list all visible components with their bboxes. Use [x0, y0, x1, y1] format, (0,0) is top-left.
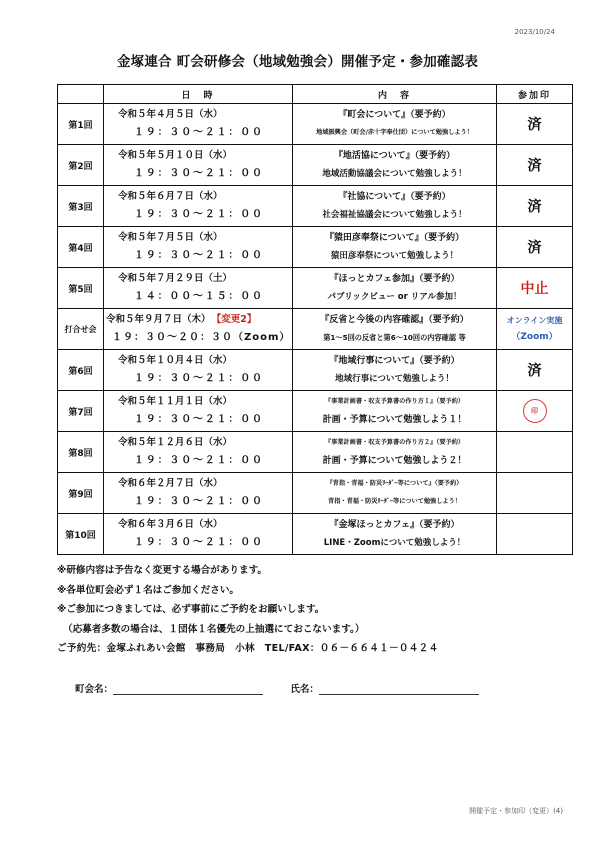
time-text: １９：３０～２０：３０（Zoom） — [112, 332, 291, 343]
description-text: 計画・予算について勉強しよう２！ — [322, 456, 467, 466]
note-line: ※各単位町会必ず１名はご参加ください。 — [57, 584, 240, 596]
topic-text: 『青指・青福・防災ﾘｰﾀﾞｰ等について』（要予約） — [326, 480, 463, 487]
person-name-line[interactable] — [319, 682, 479, 695]
date-text: 令和５年４月５日（水） — [118, 109, 223, 120]
note-line: ※ご参加につきましては、必ず事前にご予約をお願いします。 — [57, 604, 325, 615]
table-row — [58, 104, 573, 145]
content-cell — [293, 227, 497, 268]
attendance-stamp — [497, 473, 573, 514]
topic-text: 『反省と今後の内容確認』（要予約） — [320, 315, 469, 325]
date-cell — [104, 432, 293, 473]
table-row — [58, 145, 573, 186]
round-label: 第7回 — [58, 391, 104, 432]
description-text: 社会福祉協議会について勉強しよう！ — [322, 210, 467, 220]
attendance-stamp-seal — [497, 391, 573, 432]
table-row — [58, 186, 573, 227]
date-text: 令和５年５月１０日（水） — [118, 150, 233, 161]
column-header-datetime: 日 時 — [104, 85, 293, 104]
date-text: 令和６年２月７日（水） — [118, 478, 223, 489]
round-label: 第9回 — [58, 473, 104, 514]
person-name-field[interactable] — [290, 681, 479, 695]
table-row — [58, 514, 573, 555]
footer-label: 開催予定・参加印（変更）(4) — [469, 807, 563, 815]
notes-section — [57, 561, 572, 659]
attendance-stamp-cancelled — [497, 268, 573, 309]
person-name-label: 氏名： — [290, 684, 319, 695]
date-cell — [104, 186, 293, 227]
topic-text: 『事業計画書・収支予算書の作り方２』（要予約） — [324, 439, 465, 446]
content-cell — [293, 432, 497, 473]
table-row — [58, 309, 573, 350]
description-text: パブリックビュー or リアル参加！ — [327, 292, 462, 302]
town-name-field[interactable] — [75, 681, 263, 695]
topic-text: 『地域行事について』（要予約） — [329, 356, 460, 366]
column-header-round — [58, 85, 104, 104]
note-line: ※研修内容は予告なく変更する場合があります。 — [57, 565, 268, 576]
topic-text: 『ほっとカフェ参加』（要予約） — [329, 274, 460, 284]
table-row — [58, 350, 573, 391]
content-cell — [293, 350, 497, 391]
round-label: 第5回 — [58, 268, 104, 309]
date-value: 令和５年９月７日（木） — [106, 314, 211, 325]
time-text: １９：３０～２１：００ — [134, 168, 264, 179]
date-text: 令和５年１１月１日（水） — [118, 396, 233, 407]
date-text: 令和５年１０月４日（水） — [118, 355, 233, 366]
time-text: １９：３０～２１：００ — [134, 209, 264, 220]
time-text: １９：３０～２１：００ — [134, 455, 264, 466]
date-cell — [104, 145, 293, 186]
table-row — [58, 268, 573, 309]
attendance-stamp: 済 — [497, 186, 573, 227]
description-text: 地域振興会（町会/赤十字奉仕団）について勉強しよう！ — [316, 129, 473, 136]
attendance-stamp — [497, 432, 573, 473]
contact-info: ご予約先：金塚ふれあい会館 事務局 小林 TEL/FAX：０６－６６４１－０４２４ — [57, 643, 439, 654]
time-text: １９：３０～２１：００ — [134, 496, 264, 507]
description-text: 青指・青福・防災ﾘｰﾀﾞｰ等について勉強しよう！ — [328, 498, 461, 505]
table-row — [58, 432, 573, 473]
content-cell — [293, 104, 497, 145]
description-text: 猿田彦奉祭について勉強しよう！ — [330, 251, 459, 261]
time-text: １９：３０～２１：００ — [134, 373, 264, 384]
round-label: 第6回 — [58, 350, 104, 391]
topic-text: 『町会について』（要予約） — [338, 110, 451, 120]
attendance-stamp: 済 — [497, 227, 573, 268]
round-label: 第3回 — [58, 186, 104, 227]
time-text: １９：３０～２１：００ — [134, 250, 264, 261]
attendance-stamp: 済 — [497, 145, 573, 186]
town-name-label: 町会名： — [75, 684, 114, 695]
date-cell — [104, 227, 293, 268]
personal-seal-icon: 印 — [523, 399, 547, 423]
table-header-row — [58, 85, 573, 104]
date-cell — [104, 104, 293, 145]
signature-area — [75, 681, 555, 695]
attendance-stamp: 済 — [497, 350, 573, 391]
round-label: 第1回 — [58, 104, 104, 145]
round-label: 第4回 — [58, 227, 104, 268]
cancelled-text: 中止 — [520, 281, 549, 297]
zoom-text: （Zoom） — [511, 332, 558, 342]
description-text: 地域行事について勉強しよう！ — [335, 374, 454, 384]
topic-text: 『金塚ほっとカフェ』（要予約） — [329, 520, 460, 530]
description-text: 地域活動協議会について勉強しよう！ — [322, 169, 467, 179]
date-cell — [104, 309, 293, 350]
online-text: オンライン実施 — [506, 316, 563, 325]
description-text: 第1～5回の反省と第6～10回の内容確認 等 — [323, 333, 466, 342]
date-cell — [104, 268, 293, 309]
attendance-stamp — [497, 514, 573, 555]
date-text: 令和５年７月５日（水） — [118, 232, 223, 243]
date-text: 令和５年６月７日（水） — [118, 191, 223, 202]
round-label: 打合せ会 — [58, 309, 104, 350]
description-text: LINE・Zoomについて勉強しよう！ — [323, 538, 466, 548]
round-label: 第2回 — [58, 145, 104, 186]
topic-text: 『事業計画書・収支予算書の作り方１』（要予約） — [324, 398, 465, 405]
attendance-stamp: 済 — [497, 104, 573, 145]
content-cell — [293, 391, 497, 432]
date-cell — [104, 473, 293, 514]
content-cell — [293, 145, 497, 186]
date-text: 令和５年７月２９日（土） — [118, 273, 233, 284]
content-cell — [293, 186, 497, 227]
date-cell — [104, 350, 293, 391]
time-text: １９：３０～２１：００ — [134, 127, 264, 138]
content-cell — [293, 268, 497, 309]
column-header-content: 内 容 — [293, 85, 497, 104]
description-text: 計画・予算について勉強しよう１！ — [322, 415, 467, 425]
content-cell — [293, 309, 497, 350]
table-row — [58, 227, 573, 268]
time-text: １９：３０～２１：００ — [134, 537, 264, 548]
attendance-stamp-online — [497, 309, 573, 350]
change-tag: 【変更2】 — [216, 314, 257, 325]
content-cell — [293, 514, 497, 555]
date-cell — [104, 391, 293, 432]
table-row — [58, 391, 573, 432]
date-cell — [104, 514, 293, 555]
topic-text: 『地活協について』（要予約） — [333, 151, 456, 161]
topic-text: 『社協について』（要予約） — [338, 192, 451, 202]
content-cell — [293, 473, 497, 514]
topic-text: 『猿田彦奉祭について』（要予約） — [324, 233, 465, 243]
page-title: 金塚連合 町会研修会（地域勉強会）開催予定・参加確認表 — [116, 54, 479, 70]
schedule-table — [57, 84, 573, 555]
date-text: 令和６年３月６日（水） — [118, 519, 223, 530]
round-label: 第8回 — [58, 432, 104, 473]
date-stamp: 2023/10/24 — [514, 28, 555, 36]
note-line: （応募者多数の場合は、１団体１名優先の上抽選にておこないます。） — [63, 623, 365, 635]
date-text — [104, 311, 292, 329]
time-text: １４：００～１５：００ — [134, 291, 264, 302]
table-row — [58, 473, 573, 514]
time-text: １９：３０～２１：００ — [134, 414, 264, 425]
date-text: 令和５年１２月６日（水） — [118, 437, 233, 448]
column-header-attendance-stamp: 参加印 — [497, 85, 573, 104]
town-name-line[interactable] — [113, 682, 263, 695]
round-label: 第10回 — [58, 514, 104, 555]
